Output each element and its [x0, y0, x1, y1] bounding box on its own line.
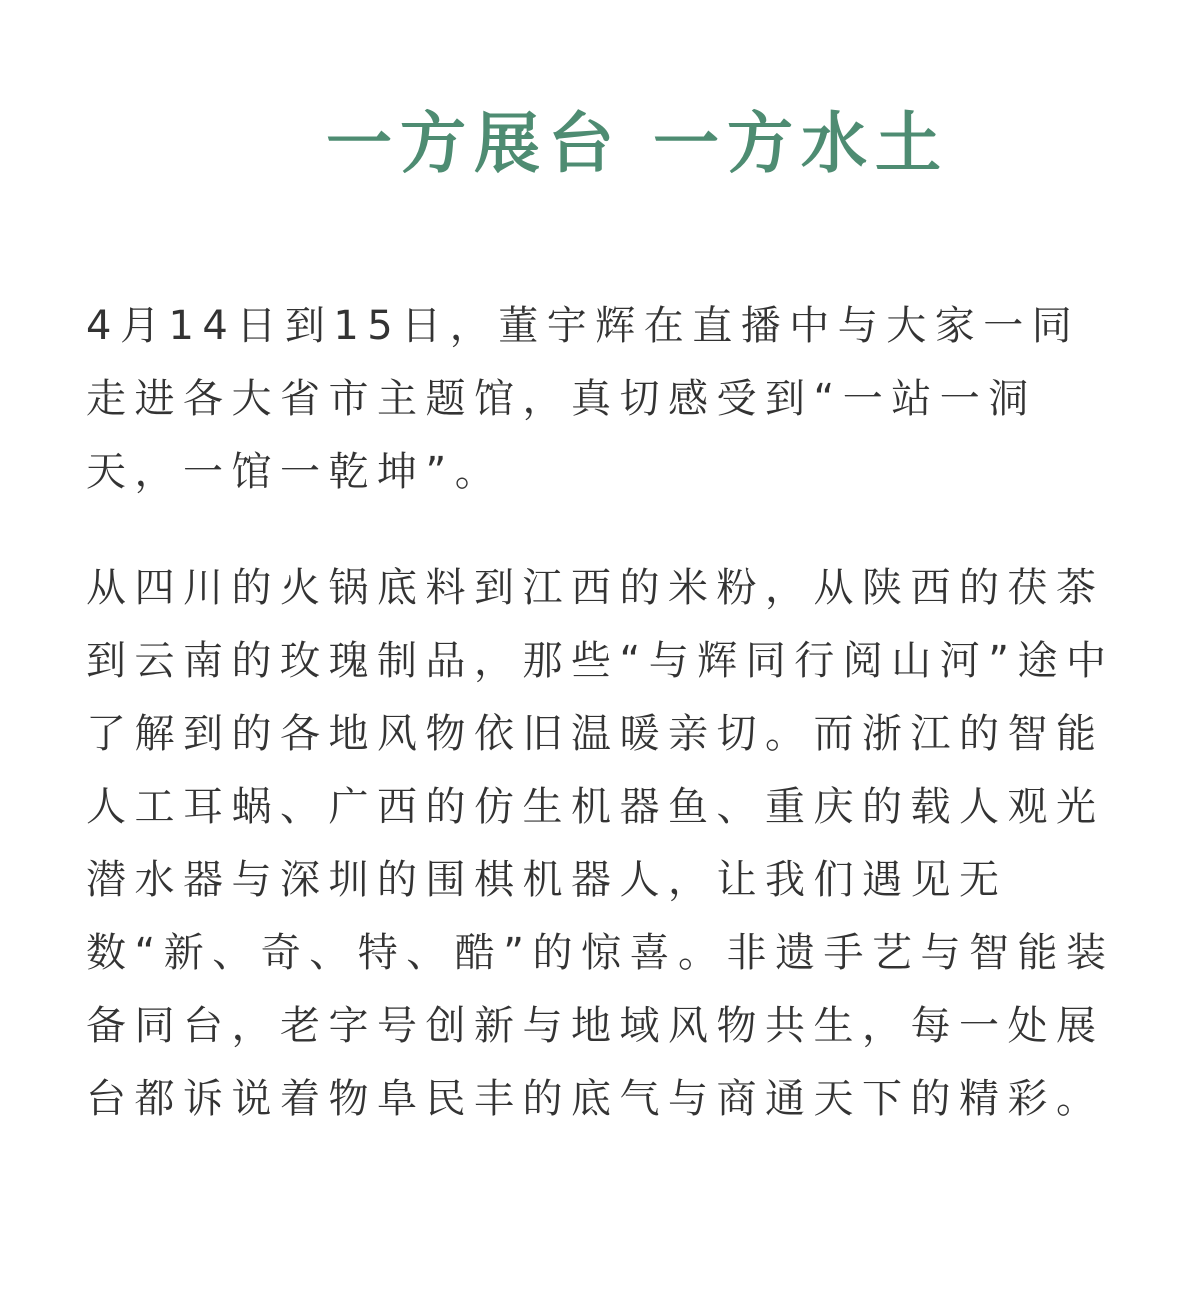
article-title: 一方展台 一方水土 [326, 105, 949, 182]
article-paragraph-2: 从四川的火锅底料到江西的米粉，从陕西的茯茶到云南的玫瑰制品，那些“与辉同行阅山河”途中了解到的各地风物依旧温暖亲切。而浙江的智能人工耳蜗、广西的仿生机器鱼、重庆的载人观光潜水器与深圳的围棋机器人，让我们遇见无数“新、奇、特、酷”的惊喜。非遗手艺与智能装备同台，老字号创新与地域风物共生，每一处展台都诉说着物阜民丰的底气与商通天下的精彩。 [86, 565, 1115, 1122]
article-paragraph-1: 4月14日到15日，董宇辉在直播中与大家一同走进各大省市主题馆，真切感受到“一站一洞天，一馆一乾坤”。 [86, 303, 1081, 495]
